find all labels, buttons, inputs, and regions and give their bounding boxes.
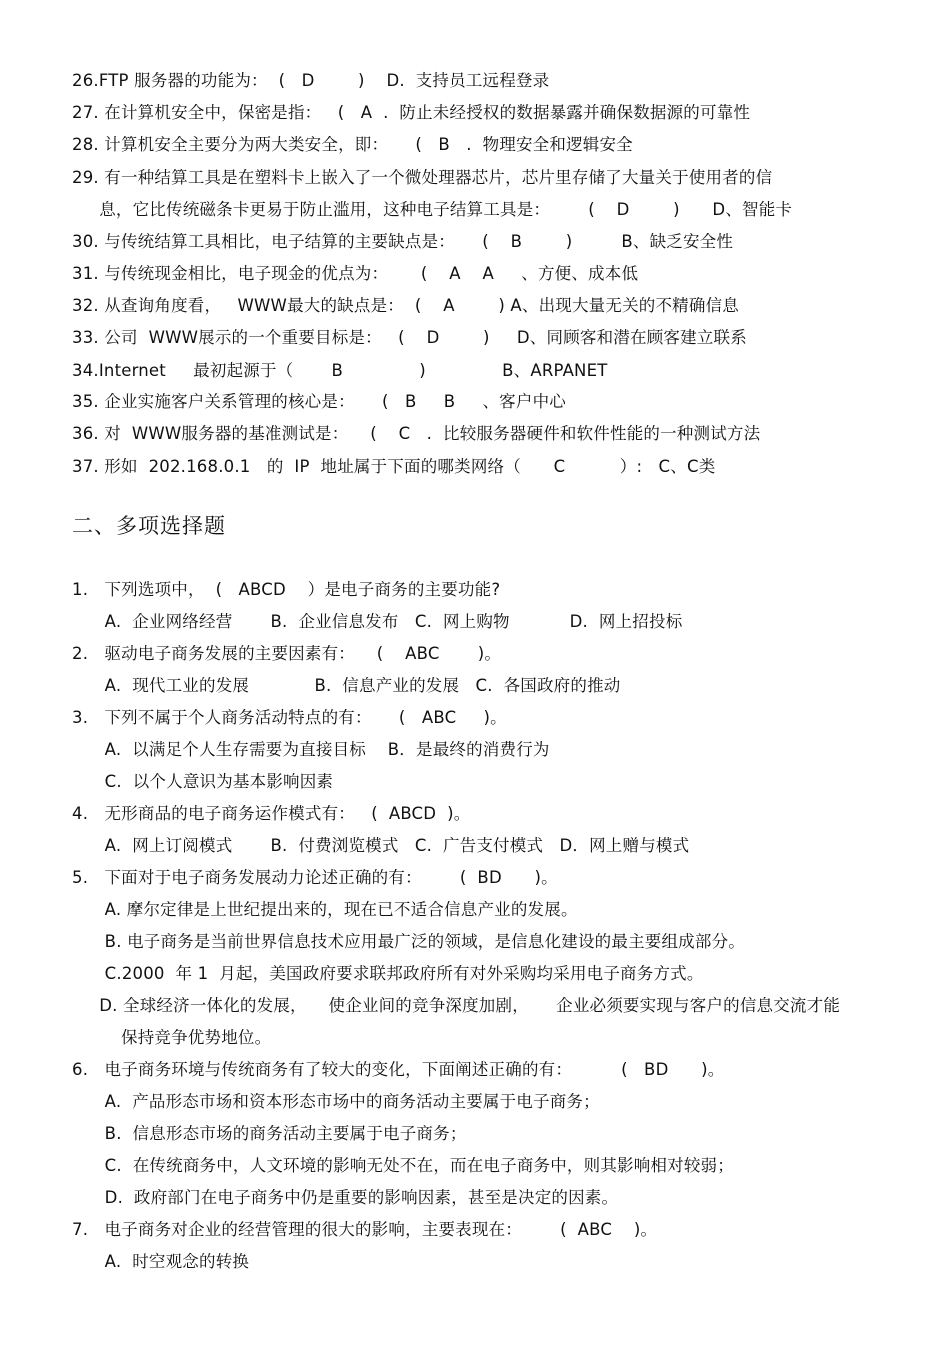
mq-5: 5. 下面对于电子商务发展动力论述正确的有： ( BD )。 <box>72 868 558 887</box>
question-34: 34.Internet 最初起源于（ B ) B、ARPANET <box>72 361 608 380</box>
mq-6: 6. 电子商务环境与传统商务有了较大的变化，下面阐述正确的有： ( BD )。 <box>72 1060 725 1079</box>
section-heading: 二、多项选择题 <box>72 514 226 538</box>
mq-6-option-c: C. 在传统商务中，人文环境的影响无处不在，而在电子商务中，则其影响相对较弱； <box>72 1156 734 1175</box>
question-31: 31. 与传统现金相比，电子现金的优点为： ( A A 、方便、成本低 <box>72 264 639 283</box>
mq-5-option-c: C.2000 年 1 月起，美国政府要求联邦政府所有对外采购均采用电子商务方式。 <box>72 964 704 983</box>
mq-1-options: A. 企业网络经营 B. 企业信息发布 C. 网上购物 D. 网上招投标 <box>72 612 683 631</box>
mq-7-option-a: A. 时空观念的转换 <box>72 1252 250 1271</box>
mq-2: 2. 驱动电子商务发展的主要因素有： ( ABC )。 <box>72 644 502 663</box>
question-37: 37. 形如 202.168.0.1 的 IP 地址属于下面的哪类网络（ C ）: C、C类 <box>72 457 716 476</box>
question-26: 26.FTP 服务器的功能为： ( D ) D. 支持员工远程登录 <box>72 71 550 90</box>
mq-7: 7. 电子商务对企业的经营管理的很大的影响，主要表现在： ( ABC )。 <box>72 1220 658 1239</box>
mq-3-options-a: A. 以满足个人生存需要为直接目标 B．是最终的消费行为 <box>72 740 550 759</box>
mq-4: 4. 无形商品的电子商务运作模式有： ( ABCD )。 <box>72 804 471 823</box>
mq-3-options-c: C. 以个人意识为基本影响因素 <box>72 772 334 791</box>
question-32: 32. 从查询角度看， WWW最大的缺点是： ( A ) A、出现大量无关的不精确信息 <box>72 296 739 315</box>
mq-6-option-d: D. 政府部门在电子商务中仍是重要的影响因素，甚至是决定的因素。 <box>72 1188 619 1207</box>
question-30: 30. 与传统结算工具相比，电子结算的主要缺点是： ( B ) B、缺乏安全性 <box>72 232 734 251</box>
question-27: 27. 在计算机安全中，保密是指： ( A . 防止未经授权的数据暴露并确保数据源的可靠性 <box>72 103 751 122</box>
mq-5-option-b: B. 电子商务是当前世界信息技术应用最广泛的领域，是信息化建设的最主要组成部分。 <box>72 932 745 951</box>
question-29-cont: 息，它比传统磁条卡更易于防止滥用，这种电子结算工具是： ( D ) D、智能卡 <box>72 200 793 219</box>
question-28: 28. 计算机安全主要分为两大类安全，即： ( B . 物理安全和逻辑安全 <box>72 135 633 154</box>
mq-5-option-d-cont: 保持竞争优势地位。 <box>72 1028 272 1047</box>
question-33: 33. 公司 WWW展示的一个重要目标是： ( D ) D、同顾客和潜在顾客建立联系 <box>72 328 747 347</box>
mq-1: 1. 下列选项中， ( ABCD ）是电子商务的主要功能? <box>72 580 501 599</box>
mq-3: 3. 下列不属于个人商务活动特点的有： ( ABC )。 <box>72 708 507 727</box>
mq-5-option-a: A. 摩尔定律是上世纪提出来的，现在已不适合信息产业的发展。 <box>72 900 578 919</box>
question-36: 36. 对 WWW服务器的基准测试是： ( C . 比较服务器硬件和软件性能的一种测试方法 <box>72 424 761 443</box>
question-29: 29. 有一种结算工具是在塑料卡上嵌入了一个微处理器芯片，芯片里存储了大量关于使用者的信 <box>72 168 773 187</box>
mq-6-option-a: A. 产品形态市场和资本形态市场中的商务活动主要属于电子商务； <box>72 1092 600 1111</box>
mq-4-options: A. 网上订阅模式 B. 付费浏览模式 C. 广告支付模式 D．网上赠与模式 <box>72 836 690 855</box>
question-35: 35. 企业实施客户关系管理的核心是： ( B B 、客户中心 <box>72 392 566 411</box>
mq-5-option-d: D. 全球经济一体化的发展， 使企业间的竞争深度加剧， 企业必须要实现与客户的信息交流才能 <box>72 996 841 1015</box>
mq-2-options: A. 现代工业的发展 B. 信息产业的发展 C. 各国政府的推动 <box>72 676 621 695</box>
mq-6-option-b: B. 信息形态市场的商务活动主要属于电子商务； <box>72 1124 467 1143</box>
